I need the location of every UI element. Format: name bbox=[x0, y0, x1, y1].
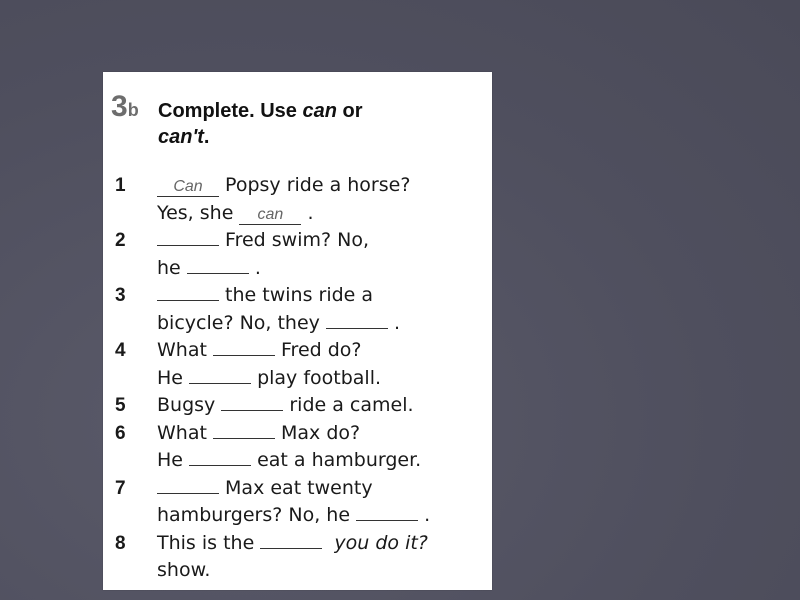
item-number: 3 bbox=[115, 285, 126, 306]
item-text bbox=[157, 502, 430, 530]
exercise-line bbox=[115, 227, 485, 255]
item-text-segment: . bbox=[418, 504, 431, 526]
exercise-line bbox=[115, 530, 485, 558]
item-text bbox=[157, 557, 210, 585]
exercise-number: 3 bbox=[111, 90, 128, 123]
item-text bbox=[157, 447, 421, 475]
item-text bbox=[157, 530, 428, 558]
instruction-word-cant: can't bbox=[158, 126, 204, 148]
exercise-line bbox=[115, 255, 485, 283]
item-number: 6 bbox=[115, 422, 126, 444]
exercise-line bbox=[115, 447, 485, 475]
item-text bbox=[157, 200, 314, 228]
item-text-segment: show. bbox=[157, 559, 211, 581]
answer-blank bbox=[189, 447, 251, 466]
answer-blank bbox=[157, 227, 219, 246]
item-text-segment: Yes, she bbox=[157, 201, 240, 224]
instruction-prefix: Complete. Use bbox=[158, 100, 303, 122]
item-text bbox=[157, 337, 362, 365]
item-text-segment: ride a camel. bbox=[283, 394, 414, 416]
item-text-segment: Bugsy bbox=[157, 394, 222, 416]
item-number: 4 bbox=[115, 340, 126, 361]
item-text-segment: hamburgers? No, he bbox=[157, 504, 357, 526]
filled-answer-blank: can bbox=[239, 206, 301, 225]
item-text bbox=[157, 255, 261, 283]
item-text-segment: He bbox=[157, 449, 190, 471]
item-text bbox=[157, 282, 373, 310]
item-text-segment: He bbox=[157, 366, 190, 389]
item-text-segment: Fred swim? No, bbox=[219, 229, 369, 251]
item-text-segment: . bbox=[248, 256, 261, 279]
exercise-badge bbox=[111, 92, 139, 122]
item-number: 2 bbox=[115, 230, 126, 251]
answer-blank bbox=[213, 337, 275, 356]
exercise-items bbox=[115, 172, 485, 585]
answer-blank bbox=[187, 255, 249, 274]
item-text bbox=[157, 475, 373, 503]
item-text-segment: What bbox=[157, 339, 213, 361]
instruction-end: . bbox=[203, 126, 210, 148]
answer-blank bbox=[157, 282, 219, 301]
filled-answer-blank: Can bbox=[157, 178, 219, 197]
answer-blank bbox=[189, 365, 251, 384]
answer-blank bbox=[221, 392, 283, 411]
item-text bbox=[157, 365, 381, 393]
answer-blank bbox=[213, 420, 275, 439]
item-text bbox=[157, 227, 369, 255]
exercise-line bbox=[115, 392, 485, 420]
exercise-line bbox=[115, 337, 485, 365]
item-text-segment: the twins ride a bbox=[219, 284, 374, 306]
exercise-line bbox=[115, 310, 485, 338]
item-text-segment: he bbox=[157, 256, 187, 279]
item-text-segment: . bbox=[301, 201, 314, 224]
exercise-line bbox=[115, 475, 485, 503]
item-text-segment: . bbox=[387, 311, 401, 334]
item-italic-text: you do it? bbox=[334, 531, 428, 554]
exercise-card bbox=[103, 72, 492, 590]
exercise-line bbox=[115, 557, 485, 585]
item-text-segment: Fred do? bbox=[274, 339, 362, 361]
exercise-line bbox=[115, 420, 485, 448]
exercise-line bbox=[115, 365, 485, 393]
answer-blank bbox=[326, 310, 388, 329]
instruction-word-can: can bbox=[302, 100, 337, 122]
item-number: 8 bbox=[115, 532, 126, 554]
item-number: 7 bbox=[115, 477, 126, 499]
item-text-segment: Popsy ride a horse? bbox=[219, 174, 411, 196]
exercise-instruction bbox=[158, 98, 468, 150]
exercise-line bbox=[115, 282, 485, 310]
answer-blank bbox=[356, 502, 418, 521]
item-text-segment: bicycle? No, they bbox=[157, 311, 326, 334]
item-text-segment: This is the bbox=[157, 531, 261, 554]
item-text bbox=[157, 172, 410, 200]
item-text-segment: Max do? bbox=[274, 421, 361, 444]
answer-blank bbox=[157, 475, 219, 494]
item-text bbox=[157, 310, 400, 338]
exercise-line bbox=[115, 502, 485, 530]
item-text bbox=[157, 392, 414, 420]
item-text bbox=[157, 420, 360, 448]
item-text-segment: Max eat twenty bbox=[219, 476, 373, 499]
item-text-segment bbox=[322, 532, 334, 554]
item-number: 1 bbox=[115, 175, 126, 196]
answer-blank bbox=[260, 530, 322, 549]
instruction-mid: or bbox=[336, 100, 363, 122]
item-text-segment: What bbox=[157, 421, 213, 444]
exercise-line bbox=[115, 200, 485, 228]
exercise-line bbox=[115, 172, 485, 200]
exercise-letter: b bbox=[127, 100, 139, 120]
item-text-segment: play football. bbox=[251, 366, 382, 389]
item-text-segment: eat a hamburger. bbox=[251, 449, 422, 471]
item-number: 5 bbox=[115, 395, 126, 416]
